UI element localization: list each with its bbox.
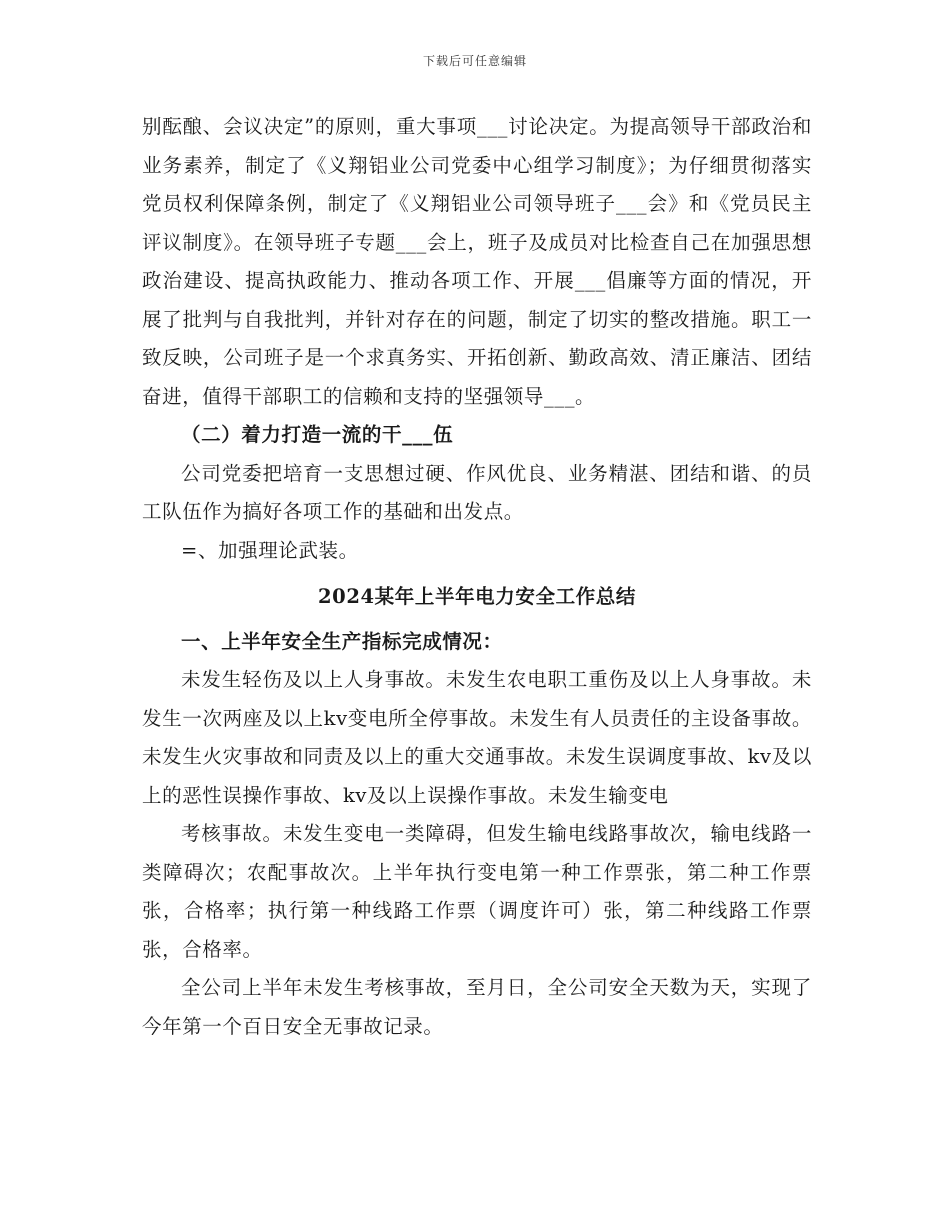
document-body (142, 108, 812, 1046)
section-heading: 一、上半年安全生产指标完成情况： (181, 629, 503, 653)
body-paragraph: 全公司上半年未发生考核事故，至月日，全公司安全天数为天，实现了今年第一个百日安全无事故记录。 (142, 976, 812, 1038)
page-header: 下载后可任意编辑 (422, 54, 527, 68)
body-paragraph: 考核事故。未发生变电一类障碍，但发生输电线路事故次，输电线路一类障碍次；农配事故次。上半年执行变电第一种工作票张，第二种工作票张，合格率；执行第一种线路工作票（调度许可）张，第二种线路工作票张，合格率。 (142, 822, 812, 961)
body-paragraph: =、加强理论武装。 (181, 538, 359, 562)
section-subheading: （二）着力打造一流的干___伍 (181, 423, 454, 446)
body-paragraph: 未发生轻伤及以上人身事故。未发生农电职工重伤及以上人身事故。未发生一次两座及以上kv变电所全停事故。未发生有人员责任的主设备事故。未发生火灾事故和同责及以上的重大交通事故。未发生误调度事故、kv及以上的恶性误操作事故、kv及以上误操作事故。未发生输变电 (142, 668, 812, 807)
body-paragraph: 别酝酿、会议决定”的原则，重大事项___讨论决定。为提高领导干部政治和业务素养，制定了《义翔铝业公司党委中心组学习制度》；为仔细贯彻落实党员权利保障条例，制定了《义翔铝业公司领导班子___会》和《党员民主评议制度》。在领导班子专题___会上，班子及成员对比检查自己在加强思想政治建设、提高执政能力、推动各项工作、开展___倡廉等方面的情况，开展了批判与自我批判，并针对存在的问题，制定了切实的整改措施。职工一致反映，公司班子是一个求真务实、开拓创新、勤政高效、清正廉洁、团结奋进，值得干部职工的信赖和支持的坚强领导___。 (142, 115, 812, 408)
body-paragraph: 公司党委把培育一支思想过硬、作风优良、业务精湛、团结和谐、的员工队伍作为搞好各项工作的基础和出发点。 (142, 461, 812, 523)
document-title: 2024某年上半年电力安全工作总结 (318, 585, 636, 608)
